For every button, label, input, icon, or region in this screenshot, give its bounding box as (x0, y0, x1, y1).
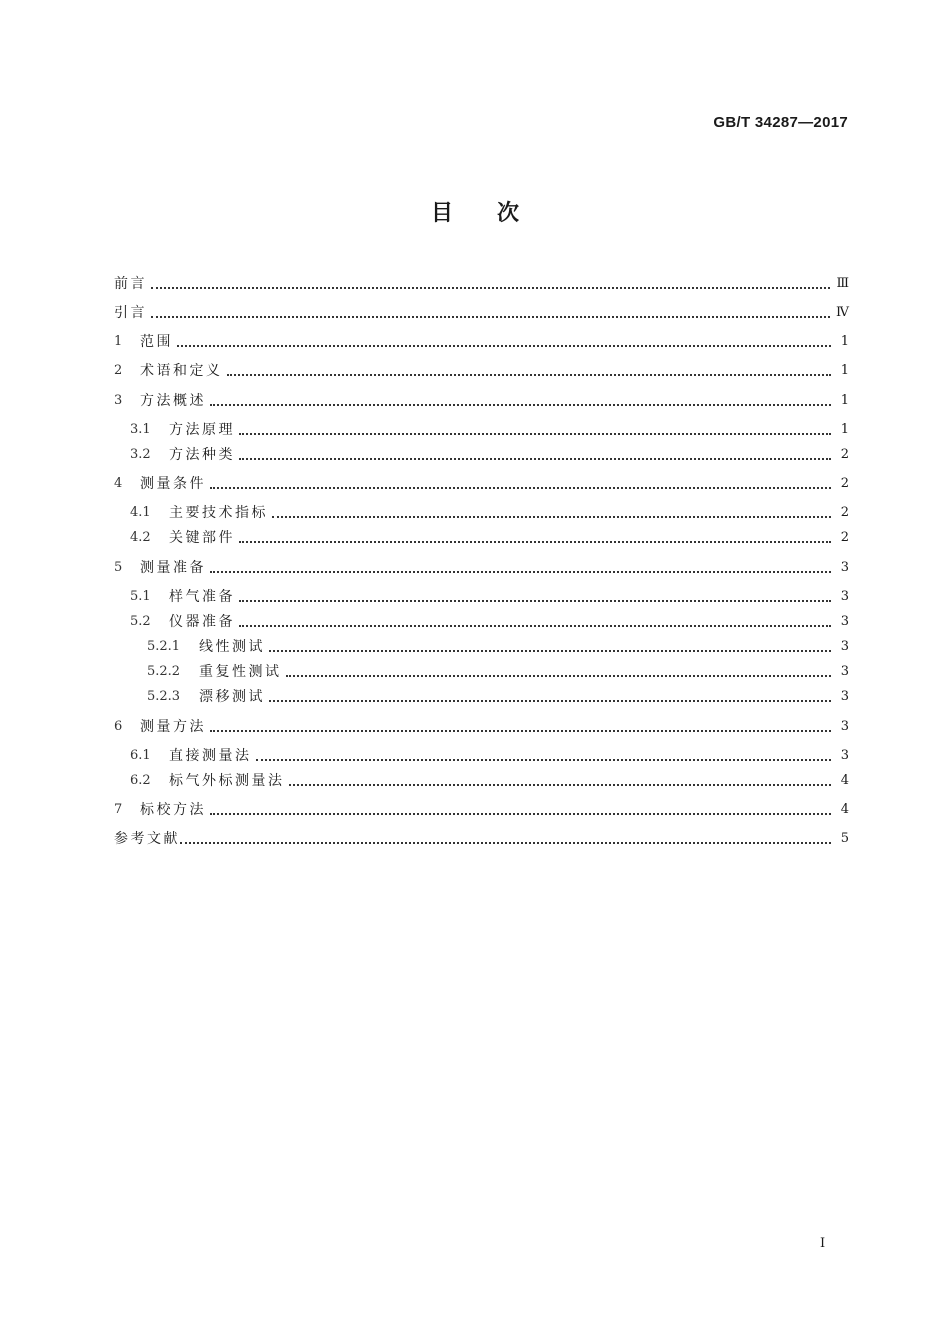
toc-entry-label: 术语和定义 (140, 363, 223, 379)
toc-entry-label: 范围 (140, 334, 173, 350)
leader-dots (239, 420, 831, 440)
toc-entry-label: 方法原理 (169, 422, 235, 438)
leader-dots (272, 503, 831, 523)
leader-dots (269, 637, 831, 657)
toc-entry-label: 关键部件 (169, 530, 235, 546)
leader-dots (151, 274, 830, 294)
toc-entry-introduction[interactable] (114, 303, 849, 323)
leader-dots (239, 612, 831, 632)
leader-dots (210, 717, 831, 737)
toc-entry-number: 3.1 (130, 422, 151, 437)
toc-entry-label: 标气外标测量法 (169, 773, 285, 789)
toc-entry-label: 引言 (114, 305, 147, 321)
toc-entry-number: 2 (114, 363, 123, 378)
toc-entry-number: 4.2 (130, 530, 151, 545)
leader-dots (227, 361, 832, 381)
toc-entry-5[interactable] (114, 558, 849, 578)
toc-entry-number: 5.2.3 (147, 689, 181, 704)
toc-entry-5-1[interactable] (130, 587, 849, 607)
toc-entry-page: 5 (840, 831, 849, 846)
toc-entry-5-2[interactable] (130, 612, 849, 632)
toc-entry-number: 6 (114, 719, 123, 734)
toc-entry-2[interactable] (114, 361, 849, 381)
leader-dots (239, 445, 831, 465)
toc-entry-page: 3 (840, 748, 849, 763)
toc-entry-bibliography[interactable] (114, 829, 849, 849)
toc-entry-page: 3 (840, 689, 849, 704)
toc-entry-label: 漂移测试 (199, 689, 265, 705)
toc-entry-page: 1 (840, 393, 849, 408)
toc-entry-number: 3.2 (130, 447, 151, 462)
leader-dots (180, 829, 831, 849)
toc-entry-label: 主要技术指标 (169, 505, 268, 521)
leader-dots (177, 332, 831, 352)
leader-dots (210, 800, 831, 820)
toc-entry-number: 1 (114, 334, 123, 349)
toc-entry-4-1[interactable] (130, 503, 849, 523)
toc-entry-page: 4 (840, 773, 849, 788)
toc-entry-label: 样气准备 (169, 589, 235, 605)
toc-entry-6-1[interactable] (130, 746, 849, 766)
toc-entry-label: 线性测试 (199, 639, 265, 655)
toc-entry-6-2[interactable] (130, 771, 849, 791)
toc-entry-page: 3 (840, 614, 849, 629)
toc-entry-page: 2 (840, 476, 849, 491)
toc-entry-page: 3 (840, 719, 849, 734)
toc-entry-page: 4 (840, 802, 849, 817)
toc-entry-4-2[interactable] (130, 528, 849, 548)
leader-dots (286, 662, 832, 682)
toc-entry-number: 6.1 (130, 748, 151, 763)
toc-entry-number: 6.2 (130, 773, 151, 788)
toc-entry-page: 1 (840, 422, 849, 437)
toc-entry-label: 测量准备 (140, 560, 206, 576)
toc-entry-number: 4 (114, 476, 123, 491)
toc-entry-number: 3 (114, 393, 123, 408)
toc-entry-4[interactable] (114, 474, 849, 494)
toc-entry-page: 3 (840, 639, 849, 654)
toc-entry-number: 7 (114, 802, 123, 817)
toc-entry-page: Ⅳ (836, 305, 849, 320)
leader-dots (269, 687, 831, 707)
toc-entry-page: 3 (840, 560, 849, 575)
standard-code: GB/T 34287—2017 (713, 114, 848, 131)
leader-dots (210, 474, 831, 494)
page-number: I (820, 1236, 826, 1251)
toc-entry-7[interactable] (114, 800, 849, 820)
page-title: 目次 (430, 201, 563, 226)
toc-entry-3[interactable] (114, 391, 849, 411)
toc-entry-page: 2 (840, 530, 849, 545)
leader-dots (239, 528, 831, 548)
toc-entry-5-2-2[interactable] (147, 662, 849, 682)
toc-entry-number: 5.2.2 (147, 664, 181, 679)
toc-entry-page: 1 (840, 363, 849, 378)
toc-entry-foreword[interactable] (114, 274, 849, 294)
toc-entry-number: 5.1 (130, 589, 151, 604)
toc-entry-label: 测量条件 (140, 476, 206, 492)
toc-entry-5-2-3[interactable] (147, 687, 849, 707)
leader-dots (256, 746, 832, 766)
toc-entry-label: 前言 (114, 276, 147, 292)
toc-entry-number: 4.1 (130, 505, 151, 520)
toc-entry-page: 1 (840, 334, 849, 349)
leader-dots (210, 558, 831, 578)
toc-entry-number: 5 (114, 560, 123, 575)
toc-entry-label: 方法种类 (169, 447, 235, 463)
toc-entry-number: 5.2 (130, 614, 151, 629)
leader-dots (289, 771, 832, 791)
toc-entry-3-2[interactable] (130, 445, 849, 465)
toc-entry-6[interactable] (114, 717, 849, 737)
leader-dots (210, 391, 831, 411)
toc-entry-label: 直接测量法 (169, 748, 252, 764)
toc-entry-page: 3 (840, 589, 849, 604)
toc-entry-label: 方法概述 (140, 393, 206, 409)
toc-entry-label: 参考文献 (114, 831, 180, 847)
leader-dots (239, 587, 831, 607)
toc-entry-page: 3 (840, 664, 849, 679)
toc-entry-label: 标校方法 (140, 802, 206, 818)
toc-entry-number: 5.2.1 (147, 639, 181, 654)
toc-entry-page: 2 (840, 505, 849, 520)
leader-dots (151, 303, 830, 323)
toc-entry-5-2-1[interactable] (147, 637, 849, 657)
toc-entry-1[interactable] (114, 332, 849, 352)
toc-entry-label: 仪器准备 (169, 614, 235, 630)
toc-entry-page: Ⅲ (836, 276, 849, 291)
toc-entry-3-1[interactable] (130, 420, 849, 440)
toc-entry-label: 重复性测试 (199, 664, 282, 680)
toc-entry-page: 2 (840, 447, 849, 462)
toc-entry-label: 测量方法 (140, 719, 206, 735)
